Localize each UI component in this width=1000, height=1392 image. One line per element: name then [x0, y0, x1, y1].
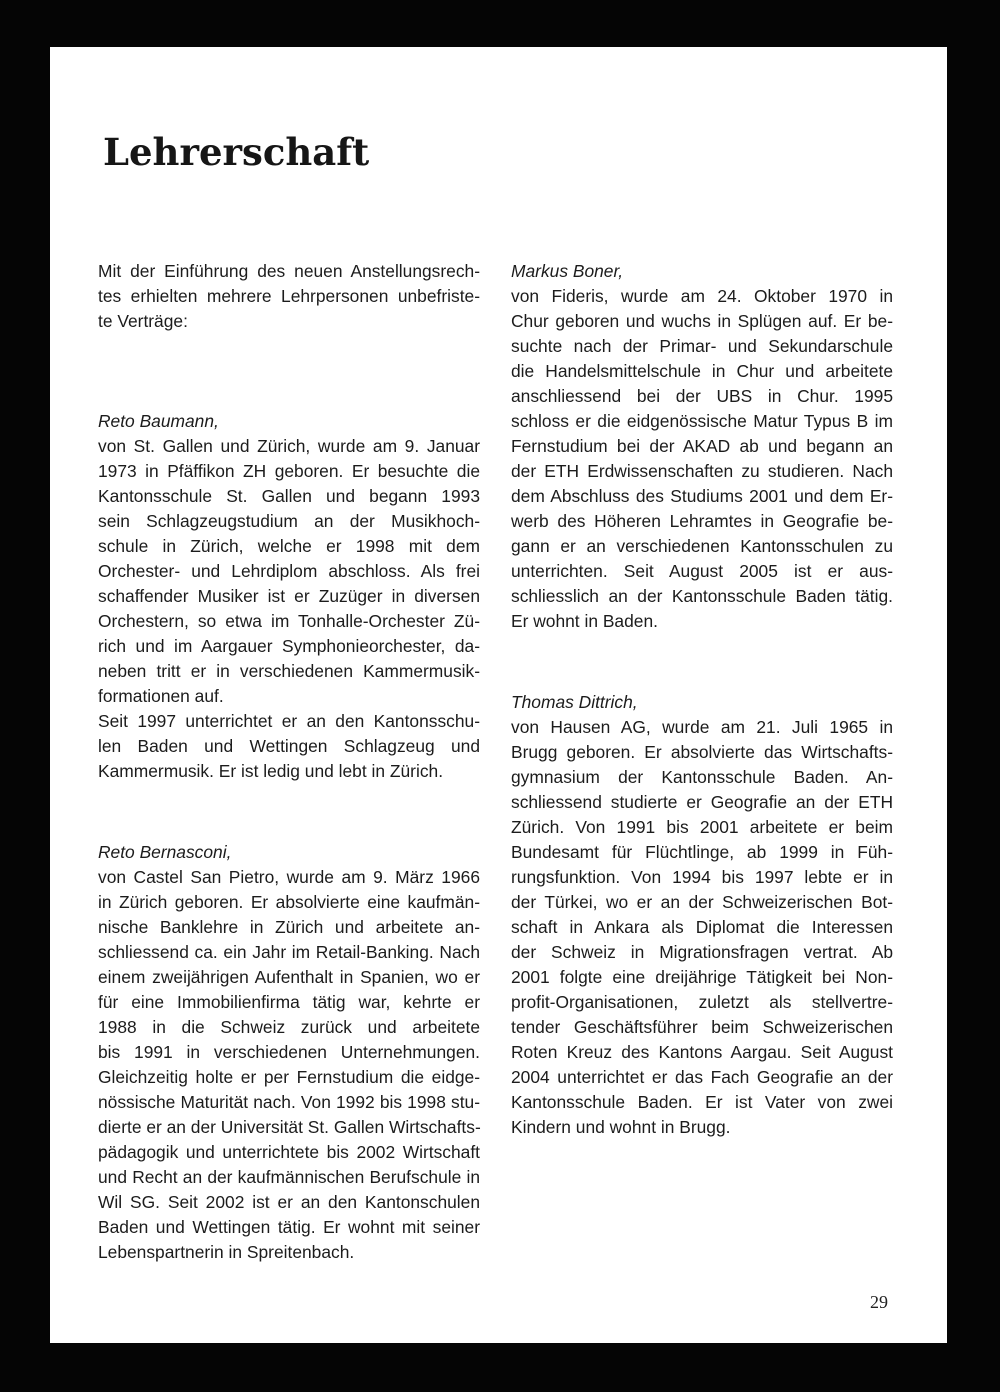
- bio-line: Fernstudium bei der AKAD ab und begann an: [511, 436, 893, 456]
- bio-line: tender Geschäftsführer beim Schweizerischen: [511, 1017, 893, 1037]
- bio-line: von Castel San Pietro, wurde am 9. März 1966: [98, 867, 480, 887]
- bio-line: bis 1991 in verschiedenen Unternehmungen.: [98, 1042, 480, 1062]
- bio-line: formationen auf.: [98, 686, 224, 706]
- bio-line: Lebenspartnerin in Spreitenbach.: [98, 1242, 355, 1262]
- teacher-entry-boner: [511, 259, 893, 634]
- bio-line: für eine Immobilienfirma tätig war, kehrte er: [98, 992, 480, 1012]
- intro-line: tes erhielten mehrere Lehrpersonen unbefriste-: [98, 286, 480, 306]
- bio-line: schaffender Musiker ist er Zuzüger in diversen: [98, 586, 480, 606]
- bio-line: schliesslich an der Kantonsschule Baden tätig.: [511, 586, 893, 606]
- spacer: [511, 634, 893, 690]
- bio-line: len Baden und Wettingen Schlagzeug und: [98, 736, 480, 756]
- bio-line: Bundesamt für Flüchtlinge, ab 1999 in Füh-: [511, 842, 893, 862]
- bio-line: werb des Höheren Lehramtes in Geografie be-: [511, 511, 893, 531]
- bio-line: die Handelsmittelschule in Chur und arbeitete: [511, 361, 893, 381]
- bio-line: Brugg geboren. Er absolvierte das Wirtschafts-: [511, 742, 893, 762]
- teacher-entry-dittrich: [511, 690, 893, 1140]
- bio-line: einem zweijährigen Aufenthalt in Spanien, wo er: [98, 967, 480, 987]
- bio-line: profit-Organisationen, zuletzt als stellvertre-: [511, 992, 893, 1012]
- bio-line: 2004 unterrichtet er das Fach Geografie an der: [511, 1067, 893, 1087]
- teacher-name: Markus Boner,: [511, 261, 624, 281]
- bio-line: dem Abschluss des Studiums 2001 und dem Er-: [511, 486, 893, 506]
- bio-line: rich und im Aargauer Symphonieorchester, da-: [98, 636, 480, 656]
- bio-line: 2001 folgte eine dreijährige Tätigkeit bei Non-: [511, 967, 893, 987]
- bio-line: von Fideris, wurde am 24. Oktober 1970 in: [511, 286, 893, 306]
- bio-line: anschliessend bei der UBS in Chur. 1995: [511, 386, 893, 406]
- teacher-name: Reto Baumann,: [98, 411, 219, 431]
- bio-line: dierte er an der Universität St. Gallen Wirtschafts-: [98, 1117, 481, 1137]
- bio-line: der ETH Erdwissenschaften zu studieren. Nach: [511, 461, 893, 481]
- bio-line: der Schweiz in Migrationsfragen vertrat. Ab: [511, 942, 893, 962]
- bio-line: schaft in Ankara als Diplomat die Interessen: [511, 917, 893, 937]
- bio-line: 1973 in Pfäffikon ZH geboren. Er besuchte die: [98, 461, 480, 481]
- intro-line: Mit der Einführung des neuen Anstellungsrech-: [98, 261, 480, 281]
- bio-line: Er wohnt in Baden.: [511, 611, 658, 631]
- teacher-name: Thomas Dittrich,: [511, 692, 638, 712]
- bio-line: von Hausen AG, wurde am 21. Juli 1965 in: [511, 717, 893, 737]
- page-number: 29: [870, 1292, 888, 1312]
- bio-line: Seit 1997 unterrichtet er an den Kantonsschu-: [98, 711, 480, 731]
- bio-line: suchte nach der Primar- und Sekundarschule: [511, 336, 893, 356]
- left-column: [98, 259, 480, 1265]
- page-title: Lehrerschaft: [103, 130, 370, 174]
- teacher-name: Reto Bernasconi,: [98, 842, 232, 862]
- bio-line: Zürich. Von 1991 bis 2001 arbeitete er beim: [511, 817, 893, 837]
- bio-line: schloss er die eidgenössische Matur Typus B im: [511, 411, 893, 431]
- bio-line: Orchestern, so etwa im Tonhalle-Orchester Zü-: [98, 611, 480, 631]
- bio-line: gann er an verschiedenen Kantonsschulen zu: [511, 536, 893, 556]
- bio-line: Gleichzeitig holte er per Fernstudium die eidge-: [98, 1067, 480, 1087]
- intro-line: te Verträge:: [98, 311, 188, 331]
- bio-line: schliessend studierte er Geografie an der ETH: [511, 792, 893, 812]
- bio-line: Kantonsschule St. Gallen und begann 1993: [98, 486, 480, 506]
- bio-line: Roten Kreuz des Kantons Aargau. Seit August: [511, 1042, 893, 1062]
- bio-line: 1988 in die Schweiz zurück und arbeitete: [98, 1017, 480, 1037]
- spacer: [98, 784, 480, 840]
- right-column: [511, 259, 893, 1140]
- bio-line: in Zürich geboren. Er absolvierte eine kaufmän-: [98, 892, 480, 912]
- bio-line: unterrichten. Seit August 2005 ist er aus-: [511, 561, 893, 581]
- bio-line: schule in Zürich, welche er 1998 mit dem: [98, 536, 480, 556]
- spacer: [98, 334, 480, 409]
- bio-line: Orchester- und Lehrdiplom abschloss. Als frei: [98, 561, 480, 581]
- bio-line: sein Schlagzeugstudium an der Musikhoch-: [98, 511, 480, 531]
- bio-line: nössische Maturität nach. Von 1992 bis 1998 stu-: [98, 1092, 480, 1112]
- bio-line: Baden und Wettingen tätig. Er wohnt mit seiner: [98, 1217, 480, 1237]
- bio-line: Kantonsschule Baden. Er ist Vater von zwei: [511, 1092, 893, 1112]
- bio-line: neben tritt er in verschiedenen Kammermusik-: [98, 661, 480, 681]
- bio-line: rungsfunktion. Von 1994 bis 1997 lebte er in: [511, 867, 893, 887]
- intro-paragraph: [98, 259, 480, 334]
- bio-line: schliessend ca. ein Jahr im Retail-Banking. Nach: [98, 942, 480, 962]
- bio-line: Kindern und wohnt in Brugg.: [511, 1117, 731, 1137]
- bio-line: von St. Gallen und Zürich, wurde am 9. Januar: [98, 436, 480, 456]
- bio-line: pädagogik und unterrichtete bis 2002 Wirtschaft: [98, 1142, 480, 1162]
- teacher-entry-baumann: [98, 409, 480, 784]
- teacher-entry-bernasconi: [98, 840, 480, 1265]
- bio-line: Chur geboren und wuchs in Splügen auf. Er be-: [511, 311, 893, 331]
- bio-line: gymnasium der Kantonsschule Baden. An-: [511, 767, 893, 787]
- bio-line: der Türkei, wo er an der Schweizerischen Bot-: [511, 892, 893, 912]
- bio-line: Kammermusik. Er ist ledig und lebt in Zürich.: [98, 761, 444, 781]
- bio-line: und Recht an der kaufmännischen Berufschule in: [98, 1167, 480, 1187]
- bio-line: Wil SG. Seit 2002 ist er an den Kantonschulen: [98, 1192, 480, 1212]
- bio-line: nische Banklehre in Zürich und arbeitete an-: [98, 917, 480, 937]
